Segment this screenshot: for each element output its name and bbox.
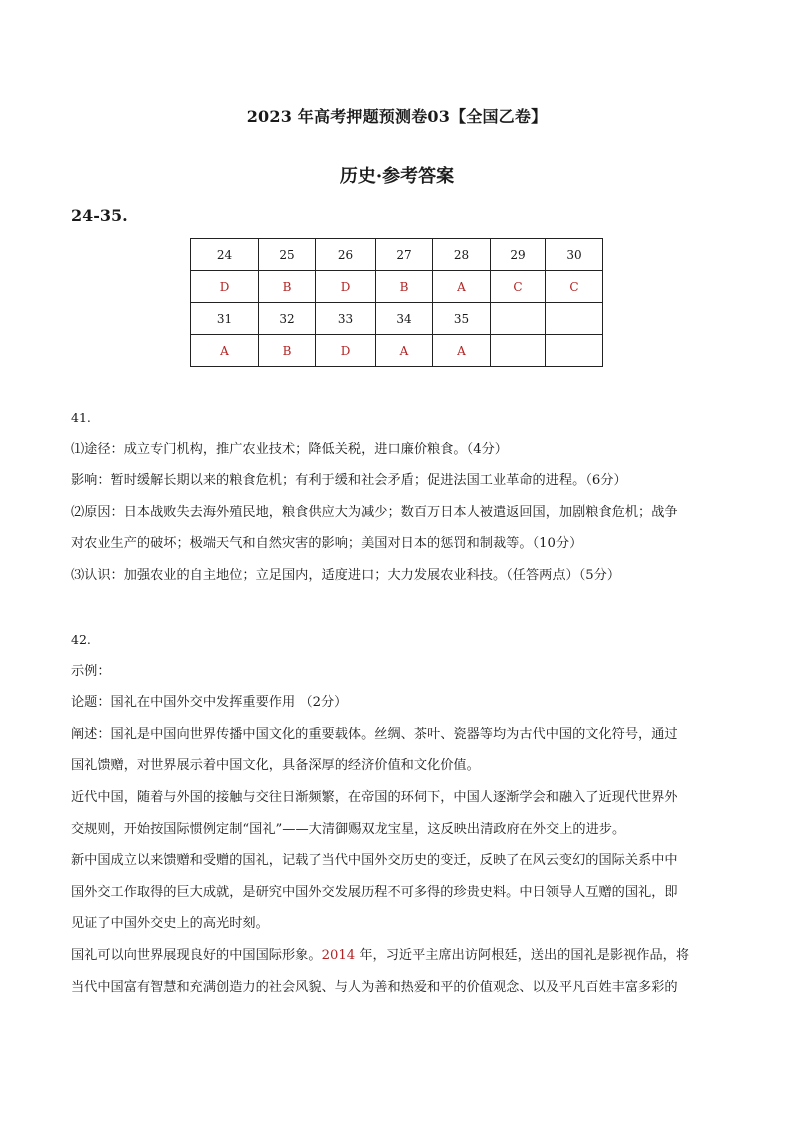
answer-cell: [491, 335, 546, 367]
answer-line: 对农业生产的破坏；极端天气和自然灾害的影响；美国对日本的惩罚和制裁等。（10分）: [71, 536, 583, 552]
answer-line: ⑶认识：加强农业的自主地位；立足国内，适度进口；大力发展农业科技。（任答两点）（5分）: [71, 567, 621, 583]
question-42-section: [71, 624, 731, 1003]
answer-line: 国礼馈赠，对世界展示着中国文化，具备深厚的经济价值和文化价值。: [71, 758, 480, 774]
answer-cell: A: [433, 335, 491, 367]
question-41-number: 41.: [71, 410, 91, 425]
question-number-cell: 24: [191, 239, 259, 271]
answer-cell: D: [191, 271, 259, 303]
question-number-cell: 29: [491, 239, 546, 271]
answer-line: 交规则，开始按国际惯例定制“国礼”——大清御赐双龙宝星，这反映出清政府在外交上的进步。: [71, 821, 626, 837]
answer-text: 国礼可以向世界展现良好的中国国际形象。: [71, 947, 322, 963]
answer-cell: B: [376, 271, 433, 303]
question-number-cell: 34: [376, 303, 433, 335]
question-number-cell: [491, 303, 546, 335]
answer-line: 国外交工作取得的巨大成就，是研究中国外交发展历程不可多得的珍贵史料。中日领导人互赠的国礼，即: [71, 884, 678, 900]
answer-line: 见证了中国外交史上的高光时刻。: [71, 916, 269, 932]
answer-cell: D: [316, 271, 376, 303]
answer-cell: C: [491, 271, 546, 303]
question-number-cell: [546, 303, 603, 335]
question-number-row: [191, 239, 603, 271]
question-42-number: 42.: [71, 632, 91, 647]
answer-line: ⑴途径：成立专门机构，推广农业技术；降低关税，进口廉价粮食。（4分）: [71, 441, 508, 457]
answer-table: [190, 238, 603, 367]
answer-cell: A: [433, 271, 491, 303]
answer-line: [71, 940, 731, 972]
question-number-cell: 35: [433, 303, 491, 335]
question-number-cell: 30: [546, 239, 603, 271]
answer-line: 新中国成立以来馈赠和受赠的国礼，记载了当代中国外交历史的变迁，反映了在风云变幻的国际关系中中: [71, 853, 678, 869]
question-number-cell: 26: [316, 239, 376, 271]
answer-line: 示例：: [71, 663, 111, 679]
answer-cell: D: [316, 335, 376, 367]
answer-line: 当代中国富有智慧和充满创造力的社会风貌、与人为善和热爱和平的价值观念、以及平凡百姓丰富多彩的: [71, 979, 678, 995]
answer-line: 近代中国，随着与外国的接触与交往日渐频繁，在帝国的环伺下，中国人逐渐学会和融入了近现代世界外: [71, 789, 678, 805]
answer-cell: A: [376, 335, 433, 367]
question-range-label: 24-35.: [71, 206, 128, 225]
question-number-row: [191, 303, 603, 335]
year-highlight: 2014: [321, 947, 356, 963]
question-number-cell: 31: [191, 303, 259, 335]
question-41-section: [71, 402, 731, 592]
answer-line: 阐述：国礼是中国向世界传播中国文化的重要载体。丝绸、茶叶、瓷器等均为古代中国的文化符号，通过: [71, 726, 678, 742]
answer-row: [191, 271, 603, 303]
answer-line: 影响：暂时缓解长期以来的粮食危机；有利于缓和社会矛盾；促进法国工业革命的进程。（6分）: [71, 473, 627, 489]
answer-cell: A: [191, 335, 259, 367]
answer-text: 年，习近平主席出访阿根廷，送出的国礼是影视作品，将: [355, 947, 690, 963]
question-number-cell: 27: [376, 239, 433, 271]
answer-row: [191, 335, 603, 367]
question-number-cell: 25: [259, 239, 316, 271]
answer-line: ⑵原因：日本战败失去海外殖民地，粮食供应大为减少；数百万日本人被遣返回国，加剧粮食危机；战争: [71, 504, 678, 520]
answer-cell: C: [546, 271, 603, 303]
question-number-cell: 33: [316, 303, 376, 335]
answer-cell: B: [259, 271, 316, 303]
question-number-cell: 32: [259, 303, 316, 335]
document-title: 2023 年高考押题预测卷03【全国乙卷】: [246, 107, 548, 126]
document-subtitle: 历史·参考答案: [339, 166, 455, 187]
question-number-cell: 28: [433, 239, 491, 271]
answer-cell: [546, 335, 603, 367]
answer-cell: B: [259, 335, 316, 367]
answer-line: 论题：国礼在中国外交中发挥重要作用 （2分）: [71, 695, 348, 711]
